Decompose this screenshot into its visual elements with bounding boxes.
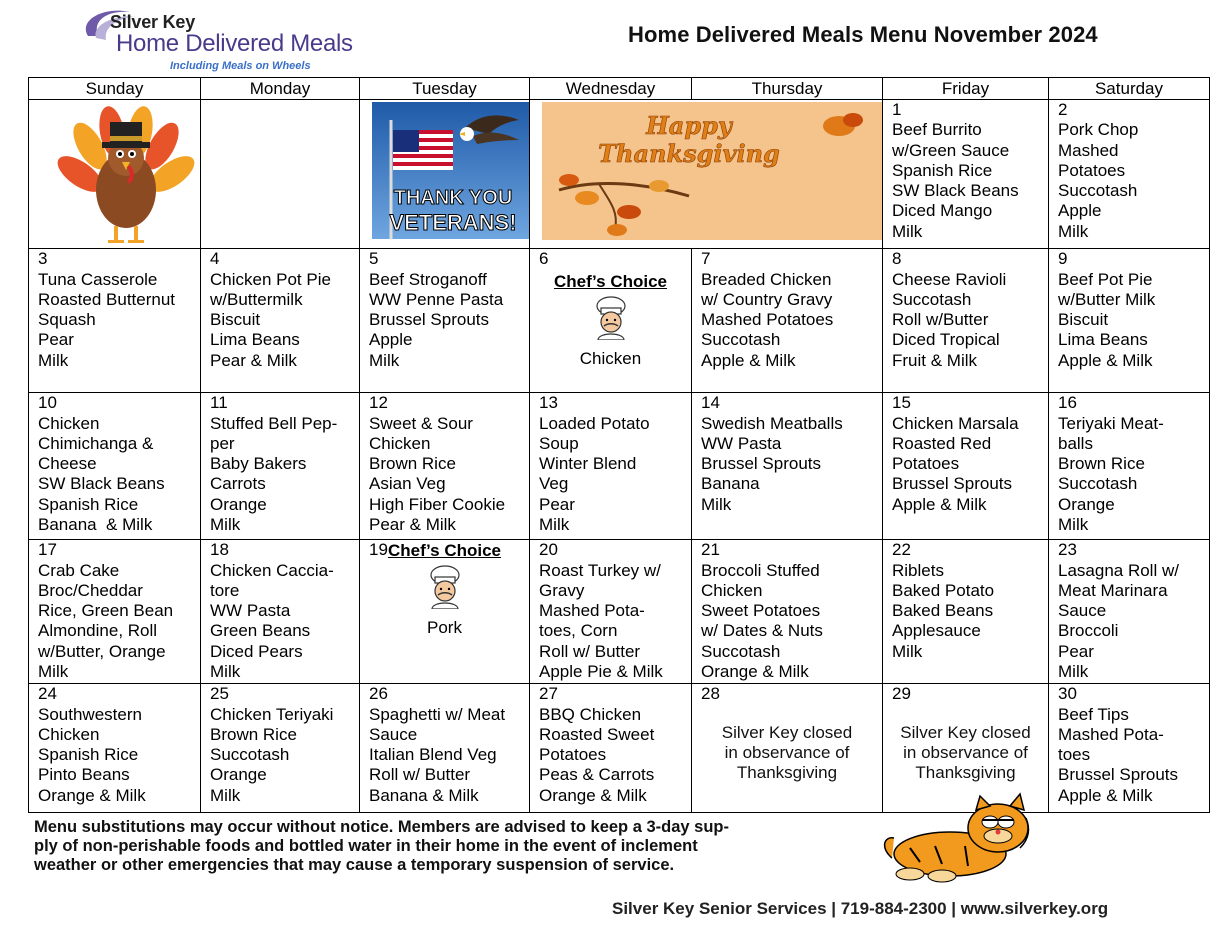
weekday-header: Tuesday	[360, 78, 530, 100]
menu-item: Succotash	[1058, 474, 1138, 494]
menu-item: Brussel Sprouts	[1058, 765, 1178, 785]
menu-item: w/Butter Milk	[1058, 289, 1156, 309]
menu-item: Chicken Pot Pie	[210, 269, 331, 289]
menu-item: Roasted Red	[892, 433, 992, 453]
menu-item: Pear & Milk	[210, 350, 297, 370]
footer-contact: Silver Key Senior Services | 719-884-2300 | www.silverkey.org	[612, 899, 1109, 918]
menu-calendar	[28, 77, 1210, 813]
day-number: 5	[369, 249, 379, 269]
menu-item: Pear & Milk	[369, 515, 456, 535]
menu-item: Asian Veg	[369, 474, 446, 494]
day-number: 14	[701, 393, 720, 413]
day-number: 6	[539, 249, 549, 269]
menu-item: Fruit & Milk	[892, 350, 977, 370]
day-cell-14	[692, 393, 883, 540]
day-cell-20	[530, 540, 692, 684]
closed-line: Thanksgiving	[915, 763, 1016, 783]
menu-item: w/Buttermilk	[210, 289, 303, 309]
day-number: 26	[369, 684, 388, 704]
menu-item: Orange	[210, 765, 267, 785]
menu-item: Chicken Caccia-	[210, 560, 334, 580]
thanksgiving-text-2: Thanksgiving	[598, 139, 780, 168]
menu-item: Lima Beans	[210, 330, 300, 350]
day-number: 9	[1058, 249, 1068, 269]
menu-item: balls	[1058, 433, 1093, 453]
day-cell-17	[29, 540, 201, 684]
menu-item: WW Pasta	[210, 601, 291, 621]
menu-item: Sweet & Sour	[369, 413, 473, 433]
day-number: 29	[892, 684, 911, 704]
menu-item: Spanish Rice	[38, 494, 139, 514]
day-cell-6	[530, 249, 692, 393]
day-cell-11	[201, 393, 360, 540]
day-number: 24	[38, 684, 57, 704]
happy-thanksgiving-image	[539, 100, 883, 243]
day-cell-15	[883, 393, 1049, 540]
day-number: 8	[892, 249, 902, 269]
chef-icon	[422, 565, 468, 609]
veterans-text-2: VETERANS!	[389, 210, 517, 235]
menu-item: Banana & Milk	[369, 785, 479, 805]
menu-item: Rice, Green Bean	[38, 601, 174, 621]
menu-item: Succotash	[210, 745, 290, 765]
thanksgiving-text-1: Happy	[646, 111, 732, 140]
weekday-header-row	[29, 78, 1210, 100]
menu-item: Diced Mango	[892, 201, 993, 221]
notice-line: ply of non-perishable foods and bottled water in their home in the event of inclement	[34, 837, 698, 855]
menu-item: Roasted Butternut	[38, 289, 176, 309]
menu-item: Roll w/ Butter	[369, 765, 471, 785]
menu-item: Milk	[210, 785, 241, 805]
menu-item: Roast Turkey w/	[539, 560, 661, 580]
menu-item: Milk	[38, 662, 69, 682]
day-cell-22	[883, 540, 1049, 684]
menu-item: High Fiber Cookie	[369, 494, 506, 514]
day-number: 3	[38, 249, 48, 269]
page-title: Home Delivered Meals Menu November 2024	[628, 22, 1098, 47]
menu-item: Potatoes	[539, 745, 607, 765]
menu-item: Baked Beans	[892, 601, 994, 621]
menu-item: Broc/Cheddar	[38, 580, 143, 600]
menu-item: Apple	[1058, 201, 1102, 221]
menu-item: Crab Cake	[38, 560, 120, 580]
menu-item: Milk	[369, 350, 400, 370]
garfield-cat-icon	[880, 788, 1040, 883]
menu-item: Pear	[539, 494, 575, 514]
day-number: 21	[701, 540, 720, 560]
day-cell-28	[692, 684, 883, 813]
weekday-header: Thursday	[692, 78, 883, 100]
menu-item: Lasagna Roll w/	[1058, 560, 1179, 580]
day-number: 16	[1058, 393, 1077, 413]
menu-item: Orange & Milk	[539, 785, 647, 805]
menu-item: Succotash	[1058, 181, 1138, 201]
menu-item: w/Butter, Orange	[38, 641, 166, 661]
menu-item: Apple & Milk	[701, 350, 796, 370]
menu-item: tore	[210, 580, 240, 600]
day-number: 27	[539, 684, 558, 704]
menu-item: Chicken	[38, 413, 100, 433]
menu-item: Mashed Potatoes	[701, 310, 834, 330]
menu-item: Chicken	[701, 580, 763, 600]
menu-item: Spanish Rice	[892, 160, 993, 180]
menu-item: Sauce	[1058, 601, 1107, 621]
us-flag-icon	[393, 130, 453, 170]
menu-item: Spanish Rice	[38, 745, 139, 765]
menu-item: Sweet Potatoes	[701, 601, 821, 621]
day-cell-23	[1049, 540, 1210, 684]
notice-line: Menu substitutions may occur without notice. Members are advised to keep a 3-day sup-	[34, 818, 729, 836]
menu-item: Orange & Milk	[701, 662, 809, 682]
menu-item: Diced Pears	[210, 641, 303, 661]
menu-item: Meat Marinara	[1058, 580, 1168, 600]
menu-item: Brown Rice	[210, 724, 297, 744]
day-cell-3	[29, 249, 201, 393]
menu-item: toes	[1058, 745, 1091, 765]
menu-item: w/Green Sauce	[892, 140, 1010, 160]
menu-item: Winter Blend	[539, 454, 637, 474]
menu-item: Biscuit	[1058, 310, 1109, 330]
menu-item: Mashed Pota-	[539, 601, 645, 621]
menu-item: Broccoli Stuffed	[701, 560, 820, 580]
menu-item: Broccoli	[1058, 621, 1119, 641]
day-number: 20	[539, 540, 558, 560]
thanksgiving-cell	[530, 100, 883, 249]
veterans-cell	[360, 100, 530, 249]
day-number: 1	[892, 100, 902, 119]
day-cell-9	[1049, 249, 1210, 393]
menu-item: Cheese	[38, 454, 97, 474]
menu-item: Orange & Milk	[38, 785, 146, 805]
veterans-text-1: THANK YOU	[393, 187, 513, 209]
menu-item: Milk	[38, 350, 69, 370]
menu-item: Sauce	[369, 724, 418, 744]
day-number: 10	[38, 393, 57, 413]
menu-item: Soup	[539, 433, 579, 453]
menu-item: Breaded Chicken	[701, 269, 832, 289]
menu-item: Milk	[1058, 662, 1089, 682]
menu-item: Green Beans	[210, 621, 311, 641]
menu-item: Milk	[892, 221, 923, 241]
menu-item: Brussel Sprouts	[369, 310, 489, 330]
menu-item: Roll w/ Butter	[539, 641, 641, 661]
menu-item: Chicken	[38, 724, 100, 744]
closed-line: in observance of	[724, 742, 850, 762]
menu-item: Milk	[210, 515, 241, 535]
day-cell-2	[1049, 100, 1210, 249]
empty-cell	[201, 100, 360, 249]
menu-item: Loaded Potato	[539, 413, 650, 433]
closed-line: Thanksgiving	[736, 763, 838, 783]
menu-item: Apple & Milk	[892, 494, 987, 514]
day-cell-19	[360, 540, 530, 684]
closed-line: in observance of	[903, 742, 1028, 762]
day-cell-27	[530, 684, 692, 813]
menu-item: Chicken Teriyaki	[210, 704, 334, 724]
menu-item: Succotash	[701, 330, 781, 350]
menu-item: Applesauce	[892, 621, 981, 641]
menu-item: Mashed	[1058, 140, 1119, 160]
menu-item: Baby Bakers	[210, 454, 307, 474]
day-cell-21	[692, 540, 883, 684]
weekday-header: Sunday	[29, 78, 201, 100]
menu-item: Pear	[1058, 641, 1094, 661]
menu-item: Pork Chop	[1058, 120, 1139, 140]
menu-item: Beef Pot Pie	[1058, 269, 1153, 289]
menu-item: Roasted Sweet	[539, 724, 655, 744]
day-cell-26	[360, 684, 530, 813]
chefs-choice-protein: Pork	[427, 618, 462, 638]
day-number: 12	[369, 393, 388, 413]
menu-item: Milk	[892, 641, 923, 661]
week-row	[29, 540, 1210, 684]
menu-item: Diced Tropical	[892, 330, 1000, 350]
menu-item: Apple	[369, 330, 413, 350]
menu-item: Spaghetti w/ Meat	[369, 704, 506, 724]
menu-item: Potatoes	[1058, 160, 1126, 180]
menu-item: Banana & Milk	[38, 515, 153, 535]
weekday-header: Saturday	[1049, 78, 1210, 100]
closed-line: Silver Key closed	[721, 722, 853, 742]
day-number: 2	[1058, 100, 1068, 119]
turkey-cell	[29, 100, 201, 249]
menu-item: w/ Country Gravy	[701, 289, 833, 309]
chef-icon	[588, 296, 634, 340]
day-number: 25	[210, 684, 229, 704]
menu-item: Italian Blend Veg	[369, 745, 497, 765]
menu-item: Carrots	[210, 474, 266, 494]
menu-item: Apple Pie & Milk	[539, 662, 663, 682]
menu-item: Stuffed Bell Pep-	[210, 413, 338, 433]
menu-item: Apple & Milk	[1058, 350, 1153, 370]
menu-item: Squash	[38, 310, 96, 330]
day-cell-13	[530, 393, 692, 540]
menu-item: Cheese Ravioli	[892, 269, 1007, 289]
menu-item: Orange	[1058, 494, 1115, 514]
day-number: 7	[701, 249, 711, 269]
day-cell-18	[201, 540, 360, 684]
day-number: 30	[1058, 684, 1077, 704]
chefs-choice-title: Chef’s Choice	[387, 540, 502, 560]
menu-item: Milk	[1058, 515, 1089, 535]
menu-item: Beef Stroganoff	[369, 269, 487, 289]
menu-item: Brussel Sprouts	[892, 474, 1012, 494]
substitution-notice	[34, 818, 834, 875]
menu-item: Beef Burrito	[892, 120, 982, 140]
day-number: 4	[210, 249, 220, 269]
weekday-header: Friday	[883, 78, 1049, 100]
day-number: 23	[1058, 540, 1077, 560]
menu-item: Chicken Marsala	[892, 413, 1019, 433]
weekday-header: Monday	[201, 78, 360, 100]
closed-line: Silver Key closed	[900, 722, 1031, 742]
menu-item: Chimichanga &	[38, 433, 154, 453]
menu-item: Southwestern	[38, 704, 142, 724]
week-row	[29, 100, 1210, 249]
menu-item: toes, Corn	[539, 621, 618, 641]
day-number: 22	[892, 540, 911, 560]
day-cell-16	[1049, 393, 1210, 540]
day-number: 15	[892, 393, 911, 413]
silver-key-logo	[78, 6, 378, 76]
menu-item: WW Penne Pasta	[369, 289, 504, 309]
menu-item: per	[210, 433, 235, 453]
menu-item: Swedish Meatballs	[701, 413, 843, 433]
menu-item: Apple & Milk	[1058, 785, 1153, 805]
day-cell-4	[201, 249, 360, 393]
day-number: 19	[369, 540, 388, 560]
menu-item: Milk	[1058, 221, 1089, 241]
menu-item: w/ Dates & Nuts	[701, 621, 823, 641]
day-number: 17	[38, 540, 57, 560]
closed-notice	[692, 723, 882, 784]
notice-line: weather or other emergencies that may cause a temporary suspension of service.	[34, 856, 675, 874]
day-cell-30	[1049, 684, 1210, 813]
closed-notice	[883, 723, 1048, 784]
menu-item: Banana	[701, 474, 760, 494]
menu-item: Succotash	[701, 641, 781, 661]
menu-item: Baked Potato	[892, 580, 995, 600]
menu-item: Lima Beans	[1058, 330, 1148, 350]
day-cell-24	[29, 684, 201, 813]
menu-item: Potatoes	[892, 454, 960, 474]
day-cell-8	[883, 249, 1049, 393]
menu-item: Teriyaki Meat-	[1058, 413, 1164, 433]
logo-brand: Silver Key	[110, 12, 196, 32]
menu-item: Beef Tips	[1058, 704, 1129, 724]
logo-product: Home Delivered Meals	[116, 30, 353, 57]
menu-item: Milk	[701, 494, 732, 514]
menu-item: WW Pasta	[701, 433, 782, 453]
day-number: 11	[210, 393, 228, 413]
menu-item: SW Black Beans	[38, 474, 165, 494]
day-number: 13	[539, 393, 558, 413]
chefs-choice-protein: Chicken	[579, 349, 642, 369]
menu-item: Roll w/Butter	[892, 310, 989, 330]
menu-item: Pear	[38, 330, 74, 350]
day-number: 28	[701, 684, 720, 704]
menu-item: Pinto Beans	[38, 765, 130, 785]
week-row	[29, 249, 1210, 393]
menu-item: Chicken	[369, 433, 431, 453]
menu-item: Milk	[210, 662, 241, 682]
menu-item: Mashed Pota-	[1058, 724, 1164, 744]
menu-item: Riblets	[892, 560, 944, 580]
day-cell-25	[201, 684, 360, 813]
veterans-day-image	[369, 100, 530, 243]
menu-item: Biscuit	[210, 310, 261, 330]
menu-item: Veg	[539, 474, 569, 494]
logo-tagline: Including Meals on Wheels	[170, 60, 311, 72]
menu-item: Brussel Sprouts	[701, 454, 821, 474]
menu-item: Almondine, Roll	[38, 621, 158, 641]
menu-item: Orange	[210, 494, 267, 514]
menu-item: Gravy	[539, 580, 585, 600]
menu-item: Brown Rice	[369, 454, 456, 474]
menu-item: BBQ Chicken	[539, 704, 642, 724]
day-cell-10	[29, 393, 201, 540]
chefs-choice-title: Chef’s Choice	[553, 271, 668, 291]
menu-item: SW Black Beans	[892, 181, 1019, 201]
menu-item: Milk	[539, 515, 570, 535]
weekday-header: Wednesday	[530, 78, 692, 100]
menu-item: Tuna Casserole	[38, 269, 158, 289]
turkey-icon	[38, 100, 201, 243]
day-cell-1	[883, 100, 1049, 249]
day-cell-5	[360, 249, 530, 393]
menu-item: Succotash	[892, 289, 972, 309]
menu-item: Peas & Carrots	[539, 765, 655, 785]
day-number: 18	[210, 540, 229, 560]
menu-item: Brown Rice	[1058, 454, 1145, 474]
day-cell-7	[692, 249, 883, 393]
day-cell-12	[360, 393, 530, 540]
week-row	[29, 393, 1210, 540]
